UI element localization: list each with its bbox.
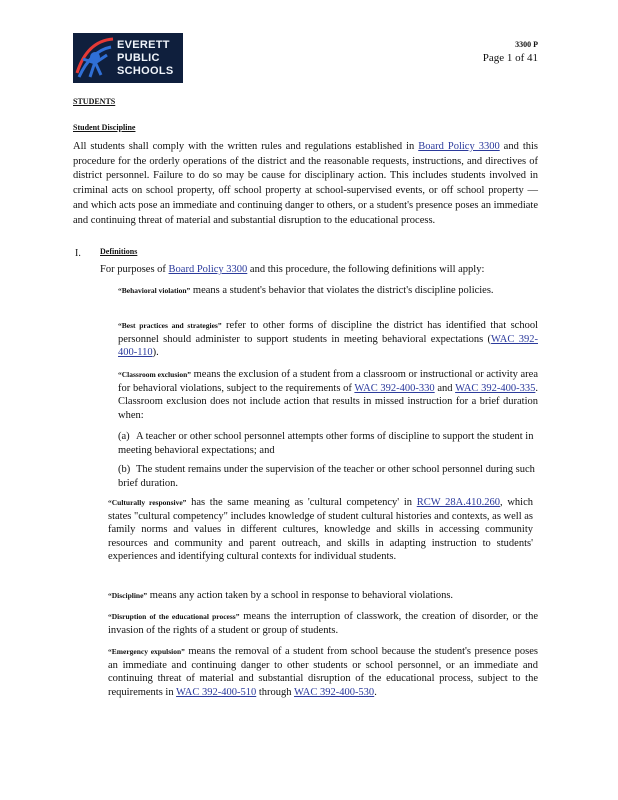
district-logo (73, 33, 183, 83)
logo-text-line3: SCHOOLS (117, 65, 174, 77)
board-policy-link[interactable]: Board Policy 3300 (168, 264, 248, 275)
definition-classroom-exclusion: “Classroom exclusion” means the exclusion of a student from a classroom or instructional or activity area for behavioral violations, subject to the requirements of WAC 392-400-330 and WAC 392-400-335. Classroom exclusion does not include action that results in missed instruction for a brief duration when: (118, 369, 539, 421)
policy-number: 3300 P (515, 40, 538, 49)
section-heading: STUDENTS (73, 97, 116, 106)
wac-link[interactable]: WAC 392-400-530 (293, 686, 375, 698)
wac-link[interactable]: WAC 392-400-330 (354, 382, 435, 394)
sub-item-a: (a) A teacher or other school personnel attempts other forms of discipline to support the student in meeting behavioral expectations; and (118, 431, 534, 456)
definition-best-practices: “Best practices and strategies” refer to other forms of discipline the district has identified that school personnel should administer to support students in meeting behavioral expectations (WAC 392-400-110). (118, 320, 538, 359)
section-subheading: Student Discipline (73, 123, 136, 132)
page-number: Page 1 of 41 (482, 52, 538, 64)
wac-link[interactable]: WAC 392-400-335 (455, 382, 536, 394)
wac-link[interactable]: WAC 392-400-510 (176, 686, 257, 698)
definition-disruption: “Disruption of the educational process” means the interruption of classwork, the creation of disorder, or the invasion of the rights of a student or group of students. (108, 611, 538, 636)
rcw-link[interactable]: RCW 28A.410.260 (416, 497, 501, 508)
wac-link[interactable]: WAC 392-400-110 (118, 333, 538, 359)
board-policy-link[interactable]: Board Policy 3300 (418, 141, 500, 152)
definition-emergency-expulsion: “Emergency expulsion” means the removal of a student from school because the student's presence poses an immediate and continuing danger to other students or school personnel, or an immediate and continuing threat of material and substantial disruption of the educational process, subject to the requirements in WAC 392-400-510 through WAC 392-400-530. (108, 646, 538, 698)
logo-mark-icon (73, 33, 117, 83)
logo-text-line2: PUBLIC (117, 52, 160, 64)
sub-item-b: (b) The student remains under the supervision of the teacher or other school personnel during such brief duration. (118, 464, 535, 489)
section-number: I. (75, 248, 81, 259)
logo-text-line1: EVERETT (117, 39, 170, 51)
definition-behavioral-violation: “Behavioral violation” means a student's behavior that violates the district's discipline policies. (118, 285, 494, 296)
definition-discipline: “Discipline” means any action taken by a school in response to behavioral violations. (108, 590, 454, 601)
definitions-intro: For purposes of Board Policy 3300 and this procedure, the following definitions will apply: (100, 264, 485, 275)
definition-culturally-responsive: “Culturally responsive” has the same meaning as 'cultural competency' in RCW 28A.410.260, which states "cultural competency" includes knowledge of student cultural histories and contexts, as well as family norms and values in different cultures, knowledge and skills in accessing community resources and community and parent outreach, and skills in adapting instruction to students' experiences and identifying cultural contexts for individual students. (108, 497, 534, 563)
intro-paragraph: All students shall comply with the written rules and regulations established in Board Policy 3300 and this procedure for the orderly operations of the district and the reasonable requests, instructions, and directives of district personnel. Failure to do so may be cause for disciplinary action. This includes students involved in criminal acts on school property, off school property at school-supervised events, or off school property — and which acts pose an immediate and continuing danger to others, or a student's presence poses an immediate and continuing threat of material and substantial disruption to the educational process. (73, 141, 538, 226)
section-title: Definitions (100, 247, 138, 256)
